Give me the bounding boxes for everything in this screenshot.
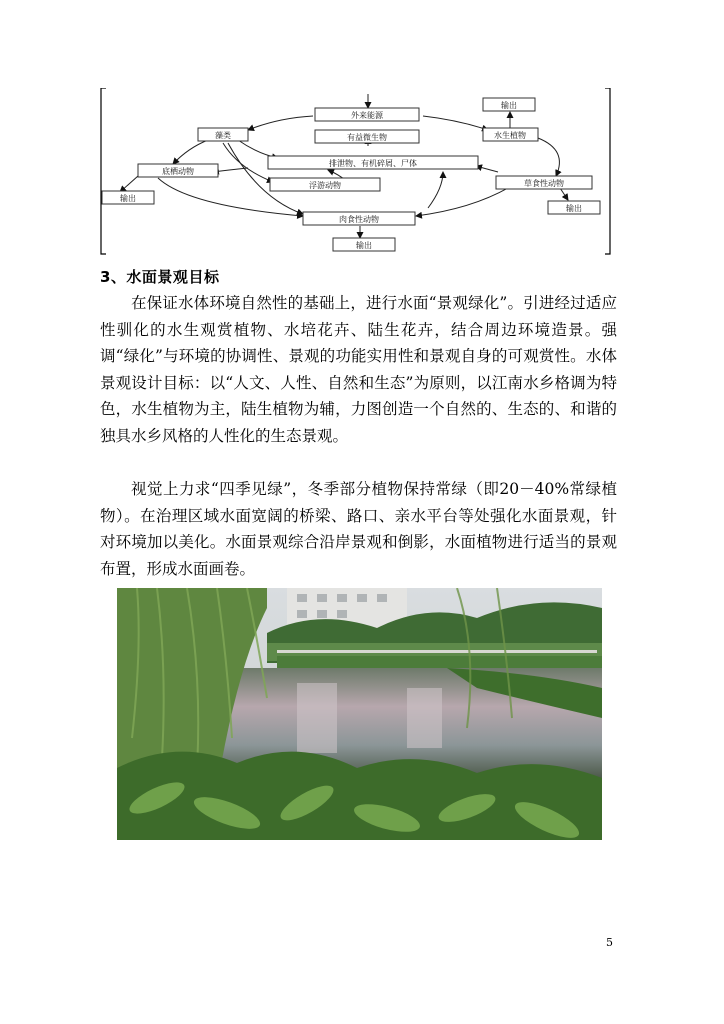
node-algae: 藻类 [215, 131, 231, 140]
waterfront-landscape-photo [117, 588, 602, 840]
node-output-top: 输出 [501, 101, 517, 110]
node-aquatic-plants: 水生植物 [494, 131, 526, 140]
node-herbivores: 草食性动物 [524, 179, 564, 188]
node-output-right: 输出 [566, 204, 582, 213]
paragraph-visual-greening: 视觉上力求“四季见绿”，冬季部分植物保持常绿（即20－40%常绿植物）。在治理区域水面宽阔的桥梁、路口、亲水平台等处强化水面景观，针对环境加以美化。水面景观综合沿岸景观和倒影，水面植物进行适当的景观布置，形成水面画卷。 [100, 480, 617, 578]
node-benthic: 底栖动物 [162, 167, 194, 176]
node-carnivores: 肉食性动物 [339, 215, 379, 224]
section-title: 3、水面景观目标 [100, 268, 220, 286]
ecosystem-flow-diagram [98, 88, 613, 256]
node-microbes: 有益微生物 [347, 133, 387, 142]
page-number: 5 [606, 936, 613, 949]
node-filter-feeders: 浮游动物 [309, 181, 341, 190]
node-output-left: 输出 [120, 194, 136, 203]
node-output-bottom: 输出 [356, 241, 372, 250]
node-excreta: 排泄物、有机碎屑、尸体 [329, 159, 417, 168]
paragraph-landscape-goals: 在保证水体环境自然性的基础上，进行水面“景观绿化”。引进经过适应性驯化的水生观赏植物、水培花卉、陆生花卉，结合周边环境造景。强调“绿化”与环境的协调性、景观的功能实用性和景观自身的可观赏性。水体景观设计目标：以“人文、人性、自然和生态”为原则，以江南水乡格调为特色，水生植物为主，陆生植物为辅，力图创造一个自然的、生态的、和谐的独具水乡风格的人性化的生态景观。 [100, 294, 617, 445]
node-external-energy: 外来能源 [351, 111, 383, 120]
